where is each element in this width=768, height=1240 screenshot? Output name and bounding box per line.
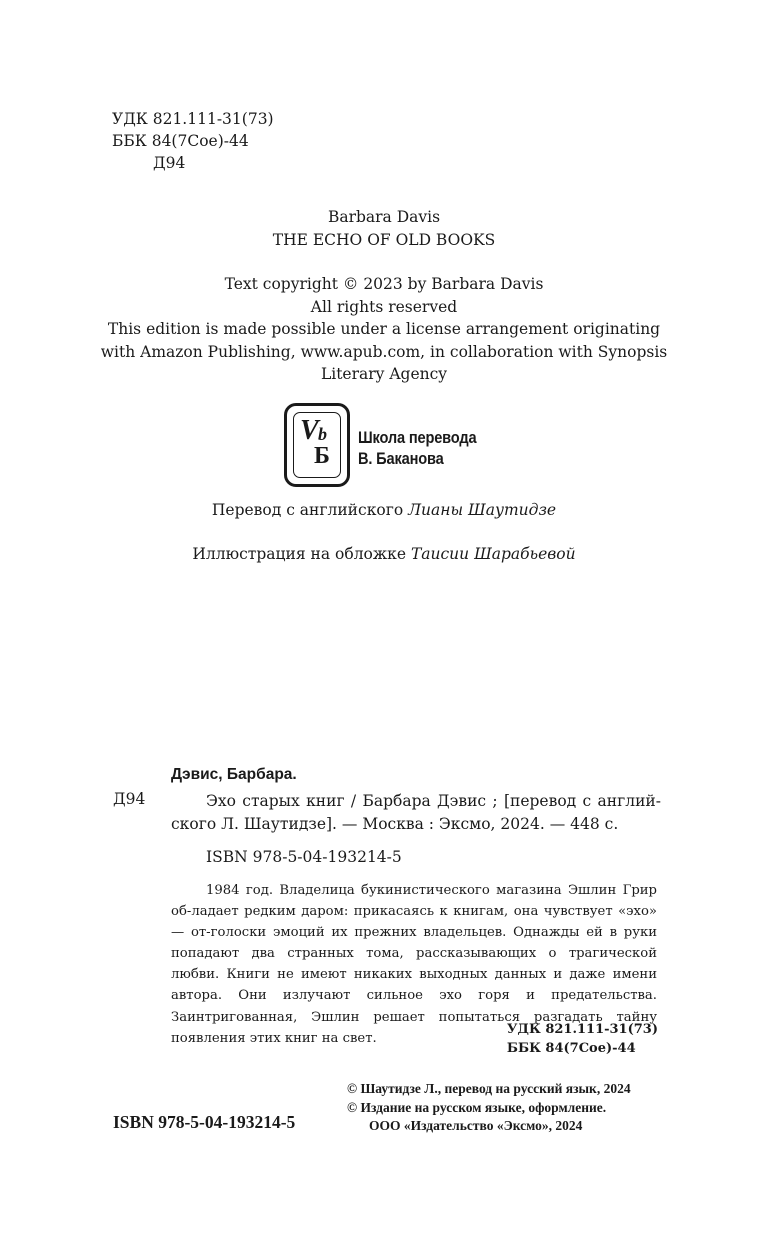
publisher-copyright: ООО «Издательство «Эксмо», 2024 (369, 1118, 583, 1133)
original-title-block (0, 206, 768, 251)
biblio-udk: УДК 821.111-31(73) (506, 1022, 658, 1037)
biblio-author: Дэвис, Барбара. (171, 766, 297, 783)
illustration-credit (0, 543, 768, 565)
isbn-footer: ISBN 978-5-04-193214-5 (113, 1112, 296, 1132)
annotation: 1984 год. Владелица букинистического магазина Эшлин Грир об-ладает редким даром: прикасаясь к книгам, она чувствует «эхо» — от-голоски эмоций их прежних владельцев. Однажды ей в руки попадают два странных тома, рассказывающих о трагической любви. Книги не имеют никаких выходных данных и даже имени автора. Они излучают сильное эхо горя и предательства. Заинтригованная, Эшлин решает попытаться разгадать тайну появления этих книг на свет. (171, 883, 657, 1046)
copyright-translation: © Шаутидзе Л., перевод на русский язык, 2024 (347, 1081, 631, 1096)
license-line-2: with Amazon Publishing, www.apub.com, in collaboration with Synopsis (100, 342, 668, 361)
license-line-3: Literary Agency (320, 365, 448, 383)
logo-letter-be: Б (314, 443, 330, 469)
logo-monogram (293, 412, 341, 478)
copyright-edition: © Издание на русском языке, оформление. (347, 1099, 607, 1115)
original-copyright: Text copyright © 2023 by Barbara Davis (224, 275, 544, 293)
translation-prefix: Перевод с английского (211, 501, 404, 519)
translator-name: Лианы Шаутидзе (408, 501, 557, 519)
illustration-prefix: Иллюстрация на обложке (192, 545, 406, 563)
biblio-code: Д94 (113, 790, 146, 808)
logo-line-1: Школа перевода (358, 428, 477, 447)
translation-credit (0, 499, 768, 521)
author-mark: Д94 (153, 154, 186, 172)
biblio-bbk: ББК 84(7Сое)-44 (506, 1041, 636, 1056)
logo-frame (284, 403, 350, 487)
biblio-description: Эхо старых книг / Барбара Дэвис ; [перевод с англий-ского Л. Шаутидзе]. — Москва : Эксмо, 2024. — 448 с. (171, 792, 661, 833)
classification-block (112, 108, 274, 174)
udk-code: УДК 821.111-31(73) (112, 110, 274, 128)
biblio-isbn: ISBN 978-5-04-193214-5 (206, 848, 402, 866)
bbk-code: ББК 84(7Сое)-44 (112, 132, 249, 150)
copyright-block (0, 273, 768, 386)
logo-text (358, 427, 476, 469)
logo-line-2: В. Баканова (358, 449, 444, 468)
illustrator-name: Таисии Шарабьевой (410, 545, 576, 563)
logo-letter-b: b (318, 424, 327, 444)
original-author: Barbara Davis (327, 208, 441, 226)
original-title: THE ECHO OF OLD BOOKS (272, 230, 496, 249)
logo-letter-v: V (300, 415, 319, 446)
translation-school-logo (284, 403, 514, 491)
biblio-classification (507, 1020, 658, 1058)
rights-reserved: All rights reserved (310, 297, 458, 316)
license-line-1: This edition is made possible under a license arrangement originating (107, 320, 661, 338)
copyright-notices (347, 1080, 631, 1136)
